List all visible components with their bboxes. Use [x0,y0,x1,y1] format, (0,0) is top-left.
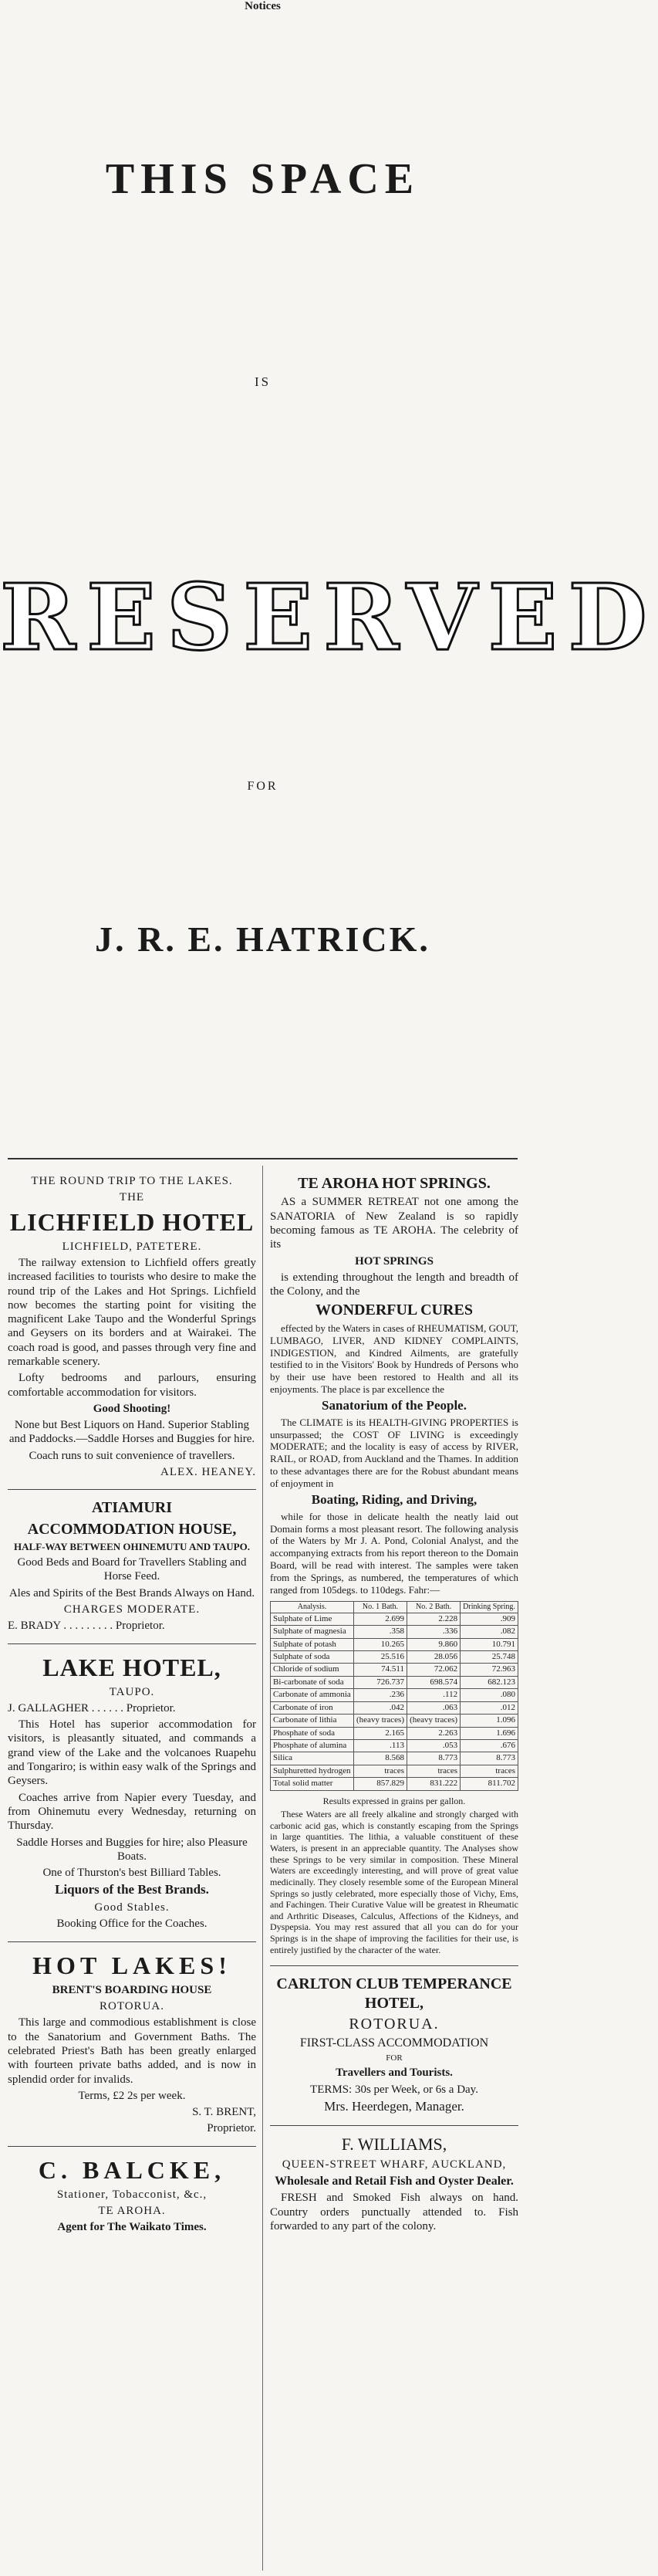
te-aroha-sanatorium: Sanatorium of the People. [322,1398,467,1413]
analysis-row [271,1676,518,1688]
te-aroha-ad [270,1166,518,1966]
lake-hotel-liquors: Liquors of the Best Brands. [55,1882,209,1897]
lake-hotel-ad [8,1644,256,1942]
analysis-total-label: Total solid matter [271,1778,354,1790]
hot-lakes-proprietor: S. T. BRENT, [192,2106,256,2119]
te-aroha-boating: Boating, Riding, and Driving, [311,1491,477,1507]
analysis-row-label: Sulphuretted hydrogen [271,1765,354,1777]
analysis-row [271,1715,518,1727]
lake-hotel-saddle: Saddle Horses and Buggies for hire; also Pleasure Boats. [16,1836,248,1863]
williams-name: F. WILLIAMS, [341,2134,447,2154]
analysis-cell: 8.773 [407,1752,461,1765]
atiamuri-proprietor: E. BRADY . . . . . . . . . Proprietor. [8,1620,165,1633]
carlton-manager: Mrs. Heerdegen, Manager. [324,2098,464,2114]
te-aroha-intro: AS a SUMMER RETREAT not one among the SANATORIA of New Zealand is so rapidly becoming famous as TE AROHA. The celebrity of its [270,1196,518,1251]
left-column [8,1166,256,2245]
analysis-cell: 72.062 [407,1664,461,1676]
analysis-cell: 10.265 [353,1638,407,1650]
analysis-header: Analysis. [271,1601,354,1613]
analysis-cell: .012 [461,1701,518,1714]
reserved-ad-this-space: THIS SPACE [105,155,420,203]
analysis-cell: traces [461,1765,518,1777]
water-analysis-table [270,1601,518,1791]
lichfield-title: LICHFIELD HOTEL [9,1207,255,1236]
analysis-total-row [271,1778,518,1790]
carlton-title: CARLTON CLUB TEMPERANCE HOTEL, [276,1975,512,2012]
atiamuri-title-b: ACCOMMODATION HOUSE, [27,1520,237,1538]
balcke-agent: Agent for The Waikato Times. [57,2221,207,2234]
analysis-total-cell: 811.702 [461,1778,518,1790]
hot-lakes-ad [8,1942,256,2147]
analysis-cell: 682.123 [461,1676,518,1688]
reserved-ad-name: J. R. E. HATRICK. [95,919,430,959]
analysis-row-label: Sulphate of potash [271,1638,354,1650]
analysis-cell: .676 [461,1739,518,1752]
analysis-header: No. 2 Bath. [407,1601,461,1613]
atiamuri-subtitle: HALF-WAY BETWEEN OHINEMUTU AND TAUPO. [14,1541,250,1553]
lichfield-heading: THE ROUND TRIP TO THE LAKES. [31,1175,233,1187]
analysis-cell: 2.699 [353,1613,407,1625]
analysis-cell: 8.773 [461,1752,518,1765]
analysis-row-label: Sulphate of magnesia [271,1626,354,1638]
analysis-row [271,1689,518,1701]
reserved-ad-is: IS [254,374,272,389]
analysis-cell: 25.516 [353,1651,407,1664]
lake-hotel-proprietor: J. GALLAGHER . . . . . . Proprietor. [8,1701,176,1715]
carlton-first-class: FIRST-CLASS ACCOMMODATION [299,2036,489,2050]
balcke-place: TE AROHA. [98,2205,166,2218]
balcke-ad [8,2147,256,2245]
analysis-row-label: Phosphate of alumina [271,1739,354,1752]
hot-lakes-place: ROTORUA. [100,2000,164,2013]
te-aroha-title: TE AROHA HOT SPRINGS. [298,1175,491,1192]
analysis-row [271,1765,518,1777]
analysis-cell: 10.791 [461,1638,518,1650]
williams-trade: Wholesale and Retail Fish and Oyster Dealer. [275,2174,514,2188]
column-rule [262,1166,263,2571]
analysis-cell: 28.056 [407,1651,461,1664]
analysis-row [271,1752,518,1765]
analysis-cell: (heavy traces) [407,1715,461,1727]
williams-ad [270,2126,518,2244]
atiamuri-line2: Ales and Spirits of the Best Brands Always on Hand. [8,1586,255,1599]
analysis-row [271,1739,518,1752]
analysis-row-label: Sulphate of soda [271,1651,354,1664]
carlton-travellers: Travellers and Tourists. [336,2067,453,2080]
lake-hotel-stables: Good Stables. [94,1901,170,1914]
analysis-header: Drinking Spring. [461,1601,518,1613]
williams-body: FRESH and Smoked Fish always on hand. Country orders punctually attended to. Fish forwarded to any part of the colony. [270,2192,518,2232]
analysis-cell: .053 [407,1739,461,1752]
balcke-name: C. BALCKE, [38,2155,226,2184]
lichfield-the: THE [119,1191,145,1204]
analysis-row-label: Silica [271,1752,354,1765]
analysis-cell: .358 [353,1626,407,1638]
lake-hotel-billiard: One of Thurston's best Billiard Tables. [42,1867,221,1880]
analysis-cell: .336 [407,1626,461,1638]
analysis-row [271,1638,518,1650]
analysis-row-label: Carbonate of lithia [271,1715,354,1727]
te-aroha-hot-springs: HOT SPRINGS [355,1254,434,1268]
te-aroha-wonderful: WONDERFUL CURES [316,1302,473,1319]
analysis-row [271,1664,518,1676]
analysis-cell: 2.165 [353,1727,407,1739]
analysis-row-label: Phosphate of soda [271,1727,354,1739]
analysis-cell: .113 [353,1739,407,1752]
analysis-header: No. 1 Bath. [353,1601,407,1613]
analysis-cell: 9.860 [407,1638,461,1650]
analysis-cell: .909 [461,1613,518,1625]
analysis-row [271,1701,518,1714]
lake-hotel-title: LAKE HOTEL, [42,1653,221,1681]
te-aroha-results-note: Results expressed in grains per gallon. [322,1795,466,1806]
carlton-for: FOR [386,2053,403,2063]
analysis-cell: 698.574 [407,1676,461,1688]
analysis-cell: 2.228 [407,1613,461,1625]
analysis-header-row [271,1601,518,1613]
lichfield-liquors: None but Best Liquors on Hand. Superior Stabling and Paddocks.—Saddle Horses and Buggies for hire. [8,1419,255,1446]
atiamuri-line1: Good Beds and Board for Travellers Stabling and Horse Feed. [17,1556,247,1583]
analysis-cell: .082 [461,1626,518,1638]
analysis-body [271,1613,518,1777]
analysis-cell: 25.748 [461,1651,518,1664]
analysis-cell: 72.963 [461,1664,518,1676]
analysis-cell: .063 [407,1701,461,1714]
balcke-trade: Stationer, Tobacconist, &c., [56,2188,208,2201]
lichfield-rooms: Lofty bedrooms and parlours, ensuring comfortable accommodation for visitors. [8,1372,256,1399]
te-aroha-results-body: These Waters are all freely alkaline and strongly charged with carbonic acid gas, which is constantly escaping from the Springs in large quantities. The lithia, a valuable constituent of these Waters, is present in an appreciable quantity. The Analyses show these Springs to be very similar in composition. These Mineral Waters are exceedingly interesting, and will prove of great value medicinally. They closely resemble some of the European Mineral Springs so justly celebrated, more especially those of Vichy, Ems, and Fachingen. Their Curative Value will be greatest in Rheumatic and Arthritic Diseases, Calculus, Affections of the Kidneys, and Dyspepsia. You may rest assured that all you can do for your Springs is in the shape of improving the facilities for their use, is entirely justified by the character of the water. [270,1809,518,1955]
te-aroha-extending: is extending throughout the length and breadth of the Colony, and the [270,1271,518,1298]
analysis-row [271,1651,518,1664]
reserved-ad-reserved: RESERVED [0,564,658,671]
analysis-cell: traces [407,1765,461,1777]
right-column [270,1166,518,2243]
analysis-cell: 2.263 [407,1727,461,1739]
analysis-row-label: Chloride of sodium [271,1664,354,1676]
analysis-cell: 726.737 [353,1676,407,1688]
section-label: Notices [245,0,281,12]
analysis-row-label: Carbonate of ammonia [271,1689,354,1701]
lichfield-body: The railway extension to Lichfield offers greatly increased facilities to tourists who desire to make the round trip of the Lakes and Hot Springs. Lichfield now becomes the starting point for visiting the magnificent Lake Taupo and the Wonderful Springs and Geysers on its borders and at Wairakei. The coach road is good, and passes through very fine and remarkable scenery. [8,1256,256,1368]
analysis-row-label: Bi-carbonate of soda [271,1676,354,1688]
carlton-place: ROTORUA. [349,2016,440,2033]
atiamuri-ad [8,1490,256,1643]
hot-lakes-proprietor-title: Proprietor. [207,2122,256,2135]
lichfield-subtitle: LICHFIELD, PATETERE. [62,1240,202,1253]
williams-address: QUEEN-STREET WHARF, AUCKLAND, [282,2158,507,2171]
carlton-club-ad [270,1966,518,2125]
hot-lakes-terms: Terms, £2 2s per week. [78,2089,186,2102]
analysis-cell: traces [353,1765,407,1777]
lake-hotel-body: This Hotel has superior accommodation for visitors, is pleasantly situated, and commands a grand view of the Lake and the volcanoes Ruapehu and Tongariro; is within easy walk of the Springs and Geysers. [8,1718,256,1788]
te-aroha-cures-body: effected by the Waters in cases of RHEUMATISM, GOUT, LUMBAGO, LIVER, AND KIDNEY COMPLAINTS, INDIGESTION, and Kindred Ailments, are gratefully testified to in the Visitors' Book by Hundreds of Persons who by their use have been restored to Health and all its enjoyments. The place is par excellence the [270,1322,518,1396]
atiamuri-charges: CHARGES MODERATE. [63,1603,201,1616]
analysis-cell: 8.568 [353,1752,407,1765]
analysis-row [271,1626,518,1638]
analysis-cell: .042 [353,1701,407,1714]
lake-hotel-coaches: Coaches arrive from Napier every Tuesday, and from Ohinemutu every Wednesday, returning on Thursday. [8,1791,256,1833]
section-divider [8,1158,518,1159]
analysis-total-cell: 831.222 [407,1778,461,1790]
te-aroha-climate: The CLIMATE is its HEALTH-GIVING PROPERTIES is unsurpassed; the COST OF LIVING is exceedingly MODERATE; and the locality is easy of access by RIVER, RAIL, or ROAD, from Auckland and the Thames. In addition to these advantages there are for the Robust abundant means of enjoyment in [270,1416,518,1490]
hot-lakes-title: HOT LAKES! [32,1951,231,1979]
analysis-row-label: Carbonate of iron [271,1701,354,1714]
analysis-cell: .236 [353,1689,407,1701]
analysis-row-label: Sulphate of Lime [271,1613,354,1625]
lake-hotel-booking: Booking Office for the Coaches. [56,1918,208,1931]
hot-lakes-subtitle: BRENT'S BOARDING HOUSE [52,1983,212,1996]
analysis-total-cell: 857.829 [353,1778,407,1790]
lichfield-coach: Coach runs to suit convenience of travellers. [29,1449,235,1462]
lichfield-hotel-ad [8,1166,256,1490]
analysis-cell: .080 [461,1689,518,1701]
lake-hotel-place: TAUPO. [109,1685,155,1698]
analysis-cell: .112 [407,1689,461,1701]
reserved-ad-for: FOR [247,780,278,793]
hot-lakes-body: This large and commodious establishment is close to the Sanatorium and Government Baths. The celebrated Priest's Bath has been greatly enlarged with fourteen private baths added, and is now in splendid order for invalids. [8,2016,256,2086]
analysis-cell: 74.511 [353,1664,407,1676]
carlton-terms: TERMS: 30s per Week, or 6s a Day. [310,2083,478,2096]
lichfield-shooting: Good Shooting! [93,1402,171,1415]
analysis-row [271,1613,518,1625]
analysis-cell: 1.696 [461,1727,518,1739]
te-aroha-domain: while for those in delicate health the neatly laid out Domain forms a most pleasant resort. The following analysis of the Waters by Mr J. A. Pond, Colonial Analyst, and the accompanying extracts from his report thereon to the Domain Board, will be read with interest. The samples were taken from the Springs, as numbered, the temperatures of which ranged from 105degs. to 110degs. Fahr:— [270,1510,518,1596]
lichfield-proprietor: ALEX. HEANEY. [160,1466,256,1479]
analysis-cell: 1.096 [461,1715,518,1727]
analysis-cell: (heavy traces) [353,1715,407,1727]
atiamuri-title-a: ATIAMURI [91,1499,173,1517]
analysis-row [271,1727,518,1739]
